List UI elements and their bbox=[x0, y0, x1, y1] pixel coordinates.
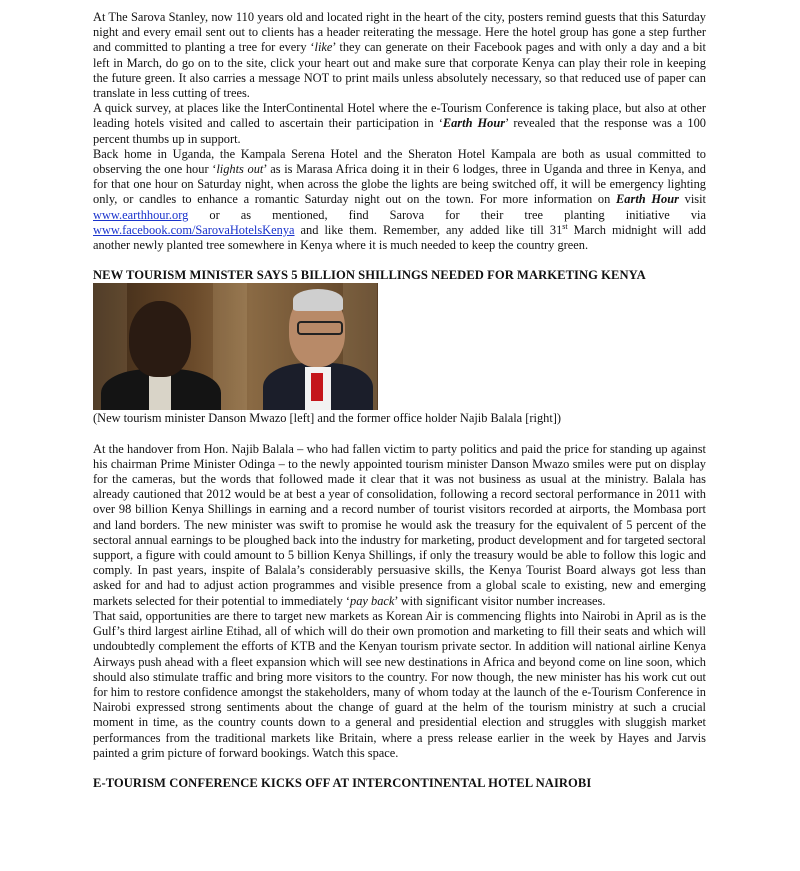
text-run: ’ with significant visitor number increases. bbox=[394, 593, 606, 608]
spacer bbox=[93, 253, 706, 268]
paragraph-sarova bbox=[93, 10, 706, 101]
text-run: visit bbox=[678, 192, 706, 207]
emphasis-pay-back: pay back bbox=[350, 593, 395, 608]
spacer bbox=[93, 761, 706, 776]
emphasis-like: like bbox=[314, 40, 333, 55]
paragraph-uganda bbox=[93, 147, 706, 253]
article-page bbox=[93, 10, 706, 791]
emphasis-lights-out: lights out bbox=[216, 162, 264, 177]
text-run: At the handover from Hon. Najib Balala – who had fallen victim to party politics and paid the price for standing up against his chairman Prime Minister Odinga – to the newly appointed tourism minister Danson Mwazo smiles were put on display for the cameras, but the words that followed made it clear that it was not business as usual at the ministry. Balala has already cautioned that 2012 would be at best a year of consolidation, following a record sectoral performance in 2011 with over 98 billion Kenya Shillings in earning and a record number of tourist visitors recorded at airports, the Mombasa port and land borders. The new minister was swift to promise he would ask the treasury for the equivalent of 5 percent of the sectoral annual earnings to be ploughed back into the industry for marketing, product development and for targeted sectoral support, a figure with could amount to 5 billion Kenya Shillings, if only the treasury would be able to follow this logic and comply. In past years, inspite of Balala’s considerably persuasive skills, the Kenya Tourist Board always got less than asked for and had to adjust action programmes and visible presence from a global scale to existing, new and emerging markets selected for their potential to immediately ‘ bbox=[93, 441, 706, 608]
ministers-photo bbox=[93, 283, 378, 410]
text-run: ’ revealed that the response was a 100 percent thumbs up in support. bbox=[93, 116, 707, 146]
paragraph-survey bbox=[93, 101, 706, 147]
text-run: ’ as is Marasa Africa doing it in their 6 lodges, three in Uganda and three in Kenya, and for that one hour on Saturday night, when across the globe the lights are being switched off, it will be emergency lighting only, or candles to enhance a romantic Saturday night out on the town. For more information on bbox=[93, 162, 706, 207]
emphasis-earth-hour: Earth Hour bbox=[616, 192, 679, 207]
text-run: ’ they can generate on their Facebook pages and with only a day and a bit left in March, do go on to the site, click your heart out and make sure that corporate Kenya can play their role in keeping the future green. It also carries a message NOT to print mails unless absolutely necessary, so that reduced use of paper can translate in less cutting of trees. bbox=[93, 40, 706, 101]
photo-caption: (New tourism minister Danson Mwazo [left] and the former office holder Najib Balala [right]) bbox=[93, 411, 562, 426]
paragraph-handover bbox=[93, 442, 706, 609]
earthhour-link[interactable]: www.earthhour.org bbox=[93, 207, 189, 222]
paragraph-opportunities: That said, opportunities are there to target new markets as Korean Air is commencing flights into Nairobi in April as is the Gulf’s third largest airline Etihad, all of which will do their own promotion and marketing to fill their seats and which will undoubtedly complement the efforts of KTB and the Kenyan tourism private sector. In addition will national airline Kenya Airways push ahead with a fleet expansion which will see new destinations in Africa and beyond come on line soon, which should also stimulate traffic and bring more visitors to the country. For now though, the new minister has his work cut out for him to restore confidence amongst the stakeholders, many of whom today at the launch of the e-Tourism Conference in Nairobi expressed strong sentiments about the change of guard at the helm of the tourism ministry at such a crucial moment in time, as the country counts down to a general and presidential election and struggles with sluggish market performances from the traditional markets like Britain, where a press release earlier in the week by Hayes and Jarvis painted a grim picture of forward bookings. Watch this space. bbox=[93, 608, 706, 760]
emphasis-earth-hour: Earth Hour bbox=[442, 116, 506, 131]
text-run: Back home in Uganda, the Kampala Serena Hotel and the Sheraton Hotel Kampala are both as usual committed to observing the one hour ‘ bbox=[93, 146, 706, 177]
facebook-sarova-link[interactable]: www.facebook.com/SarovaHotelsKenya bbox=[93, 222, 295, 237]
text-run: or as mentioned, find Sarova for their tree planting initiative via bbox=[188, 207, 706, 222]
spacer bbox=[93, 427, 706, 442]
section-heading-minister: NEW TOURISM MINISTER SAYS 5 BILLION SHILLINGS NEEDED FOR MARKETING KENYA bbox=[93, 268, 646, 283]
text-run: March midnight will add another newly planted tree somewhere in Kenya where it is much needed to keep the country green. bbox=[93, 222, 706, 253]
text-run: A quick survey, at places like the InterContinental Hotel where the e-Tourism Conference is taking place, but also at other leading hotels visited and called to ascertain their participation in ‘ bbox=[93, 101, 706, 131]
superscript: st bbox=[562, 221, 568, 231]
section-heading-etourism: E-TOURISM CONFERENCE KICKS OFF AT INTERCONTINENTAL HOTEL NAIROBI bbox=[93, 775, 592, 790]
text-run: and like them. Remember, any added like till 31 bbox=[294, 222, 563, 237]
text-run: At The Sarova Stanley, now 110 years old and located right in the heart of the city, posters remind guests that this Saturday night and every email sent out to clients has a header reiterating the message. Here the hotel group has gone a step further and committed to planting a tree for every ‘ bbox=[93, 10, 706, 55]
